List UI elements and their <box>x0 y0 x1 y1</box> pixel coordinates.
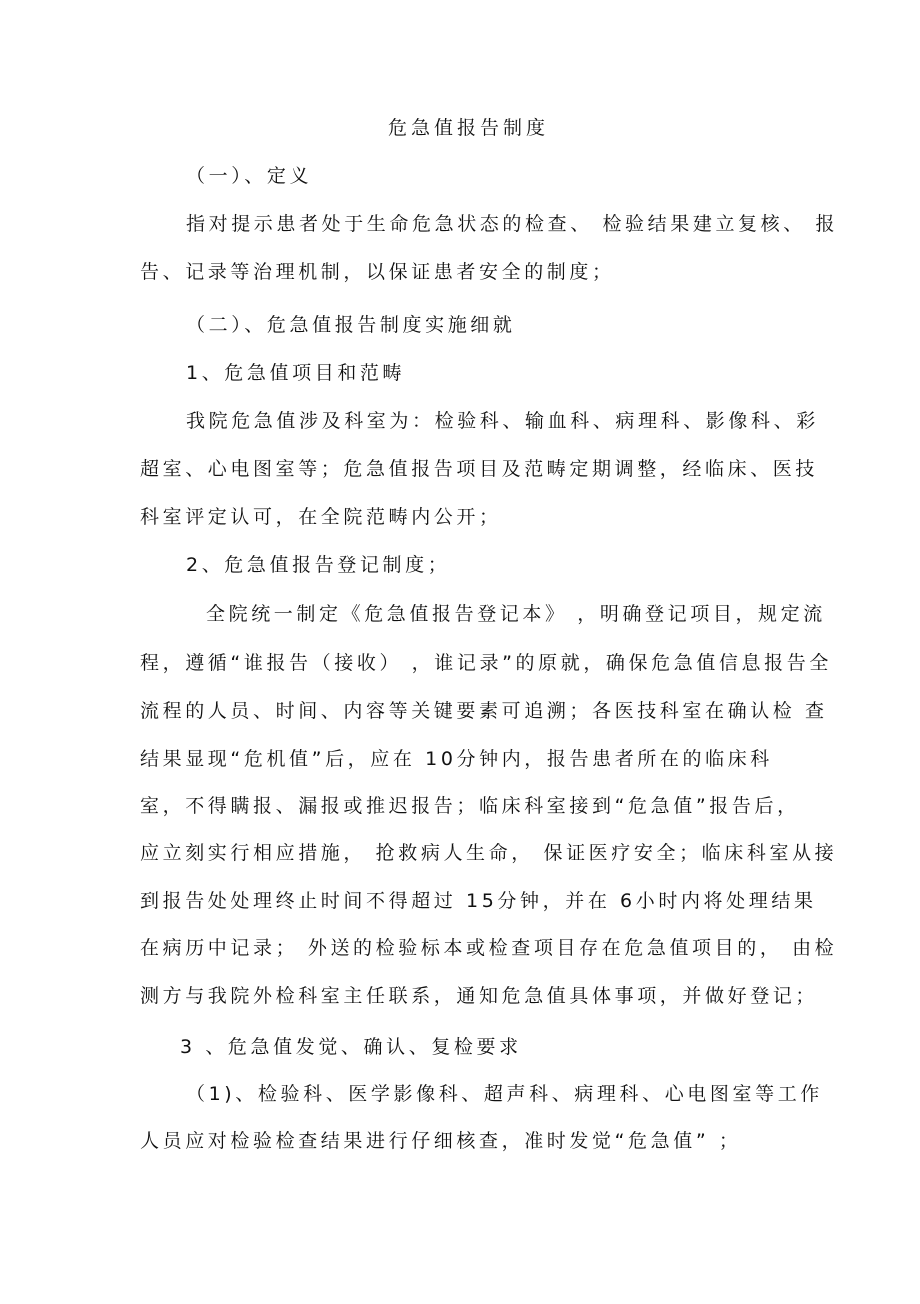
paragraph-line: 超室、心电图室等；危急值报告项目及范畴定期调整，经临床、医技 <box>140 458 819 480</box>
subsection-heading: 2、危急值报告登记制度； <box>186 554 451 576</box>
paragraph-line: 测方与我院外检科室主任联系，通知危急值具体事项，并做好登记； <box>140 985 819 1007</box>
paragraph-line: （1)、检验科、医学影像科、超声科、病理科、心电图室等工作 <box>186 1083 823 1105</box>
paragraph-line: 应立刻实行相应措施， 抢救病人生命， 保证医疗安全；临床科室从接 <box>140 842 838 864</box>
paragraph-line: 我院危急值涉及科室为：检验科、输血科、病理科、影像科、彩 <box>186 410 819 432</box>
paragraph-line: 人员应对检验检查结果进行仔细核查，准时发觉“危急值” ； <box>140 1130 742 1152</box>
paragraph-line: 室，不得瞒报、漏报或推迟报告；临床科室接到“危急值”报告后， <box>140 795 800 817</box>
paragraph-line: 结果显现“危机值”后，应在 10分钟内，报告患者所在的临床科 <box>140 748 773 770</box>
paragraph-line: 科室评定认可，在全院范畴内公开； <box>140 506 502 528</box>
paragraph-line: 到报告处处理终止时间不得超过 15分钟，并在 6小时内将处理结果 <box>140 890 817 912</box>
paragraph-line: 程，遵循“谁报告（接收） ，谁记录”的原就，确保危急值信息报告全 <box>140 652 832 674</box>
paragraph-line: 在病历中记录； 外送的检验标本或检查项目存在危急值项目的， 由检 <box>140 937 838 959</box>
paragraph-line: 指对提示患者处于生命危急状态的检查、 检验结果建立复核、 报 <box>186 213 839 235</box>
paragraph-line: 告、记录等治理机制，以保证患者安全的制度； <box>140 261 615 283</box>
section-heading: （二）、危急值报告制度实施细就 <box>186 314 516 336</box>
subsection-heading: 1、危急值项目和范畴 <box>186 362 406 384</box>
document-title: 危急值报告制度 <box>388 117 550 139</box>
section-heading: （一）、定义 <box>186 165 313 187</box>
paragraph-line: 流程的人员、时间、内容等关键要素可追溯；各医技科室在确认检 查 <box>140 700 828 722</box>
subsection-heading: 3 、危急值发觉、确认、复检要求 <box>180 1036 522 1058</box>
paragraph-line: 全院统一制定《危急值报告登记本》 ，明确登记项目，规定流 <box>206 603 826 625</box>
